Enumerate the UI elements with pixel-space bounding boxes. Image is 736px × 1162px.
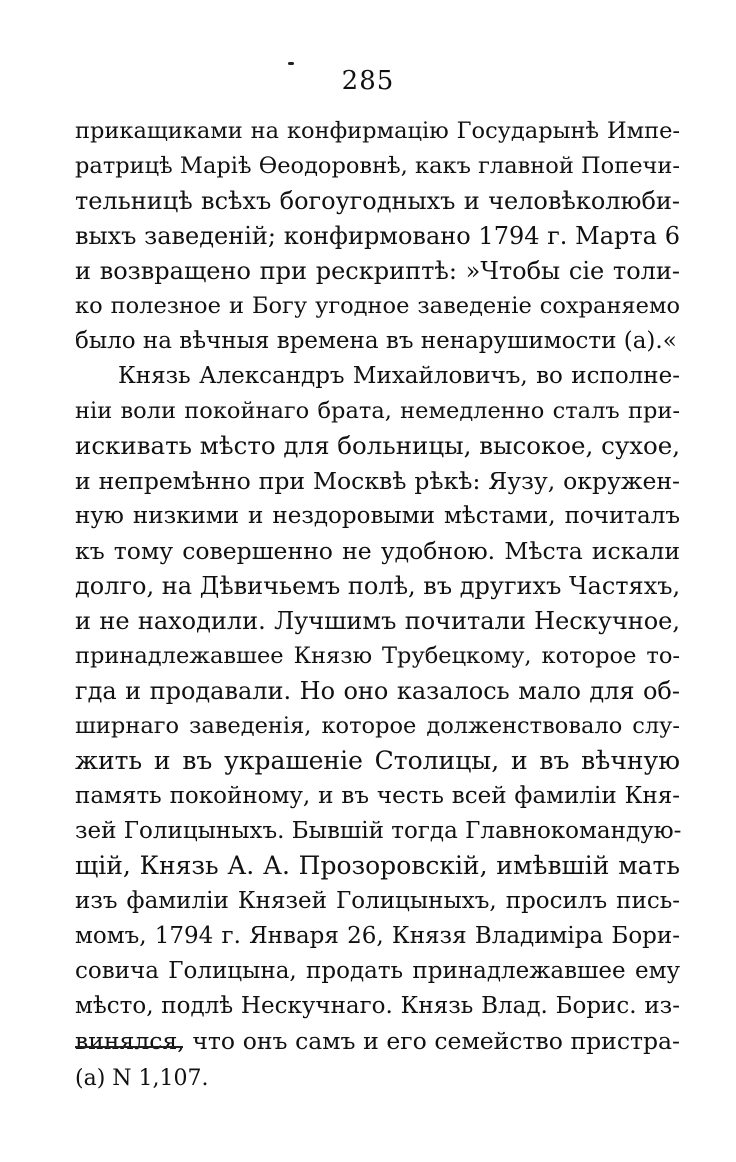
text-line: ную низкими и нездоровыми мѣстами, почиталъ [75, 503, 680, 529]
text-line: момъ, 1794 г. Января 26, Князя Владиміра Бори- [75, 923, 680, 949]
text-line: ніи воли покойнаго брата, немедленно сталъ при- [75, 398, 680, 424]
text-line: гда и продавали. Но оно казалось мало для об- [75, 677, 680, 705]
text-line: принадлежавшее Князю Трубецкому, которое то- [75, 643, 680, 669]
footnote: (а) N 1,107. [75, 1066, 209, 1091]
text-line: было на вѣчныя времена въ ненарушимости (а).« [75, 328, 677, 354]
text-line: зей Голицыныхъ. Бывшій тогда Главнокомандую- [75, 818, 682, 844]
text-line: ко полезное и Богу угодное заведеніе сохраняемо [75, 293, 680, 319]
print-speck [288, 62, 294, 65]
text-line: тельницѣ всѣхъ богоугодныхъ и человѣколюби- [75, 187, 680, 215]
text-line: ратрицѣ Маріѣ Ѳеодоровнѣ, какъ главной Попечи- [75, 153, 680, 179]
text-line: и непремѣнно при Москвѣ рѣкѣ: Яузу, окружен- [75, 467, 680, 495]
text-line: прикащиками на конфирмацію Государынѣ Импе- [75, 118, 680, 144]
text-line: память покойному, и въ честь всей фамиліи Кня- [75, 783, 680, 809]
footnote-divider [75, 1046, 183, 1048]
text-line: изъ фамиліи Князей Голицыныхъ, просилъ пись- [75, 888, 680, 914]
page-number: 285 [341, 66, 395, 96]
text-line: искивать мѣсто для больницы, высокое, сухое, [75, 431, 681, 460]
text-line: жить и въ украшеніе Столицы, и въ вѣчную [75, 746, 680, 775]
text-line: совича Голицына, продать принадлежавшее ему [75, 958, 680, 984]
paragraph-first-line: Князь Александръ Михайловичъ, во исполне- [118, 363, 680, 389]
text-line: мѣсто, подлѣ Нескучнаго. Князь Влад. Борис. из- [75, 993, 680, 1019]
text-line: выхъ заведеній; конфирмовано 1794 г. Марта 6 [75, 222, 680, 250]
text-line: щій, Князь А. А. Прозоровскій, имѣвшій мать [75, 851, 680, 880]
text-line: долго, на Дѣвичьемъ полѣ, въ другихъ Частяхъ, [75, 572, 681, 600]
text-line: и не находили. Лучшимъ почитали Нескучное, [75, 607, 680, 635]
text-line: къ тому совершенно не удобною. Мѣста искали [75, 537, 680, 565]
text-line: и возвращено при рескриптѣ: »Чтобы сіе толи- [75, 257, 680, 285]
text-line: ширнаго заведенія, которое долженствовало слу- [75, 713, 680, 739]
text-line: винялся, что онъ самъ и его семейство пристра- [75, 1027, 680, 1055]
